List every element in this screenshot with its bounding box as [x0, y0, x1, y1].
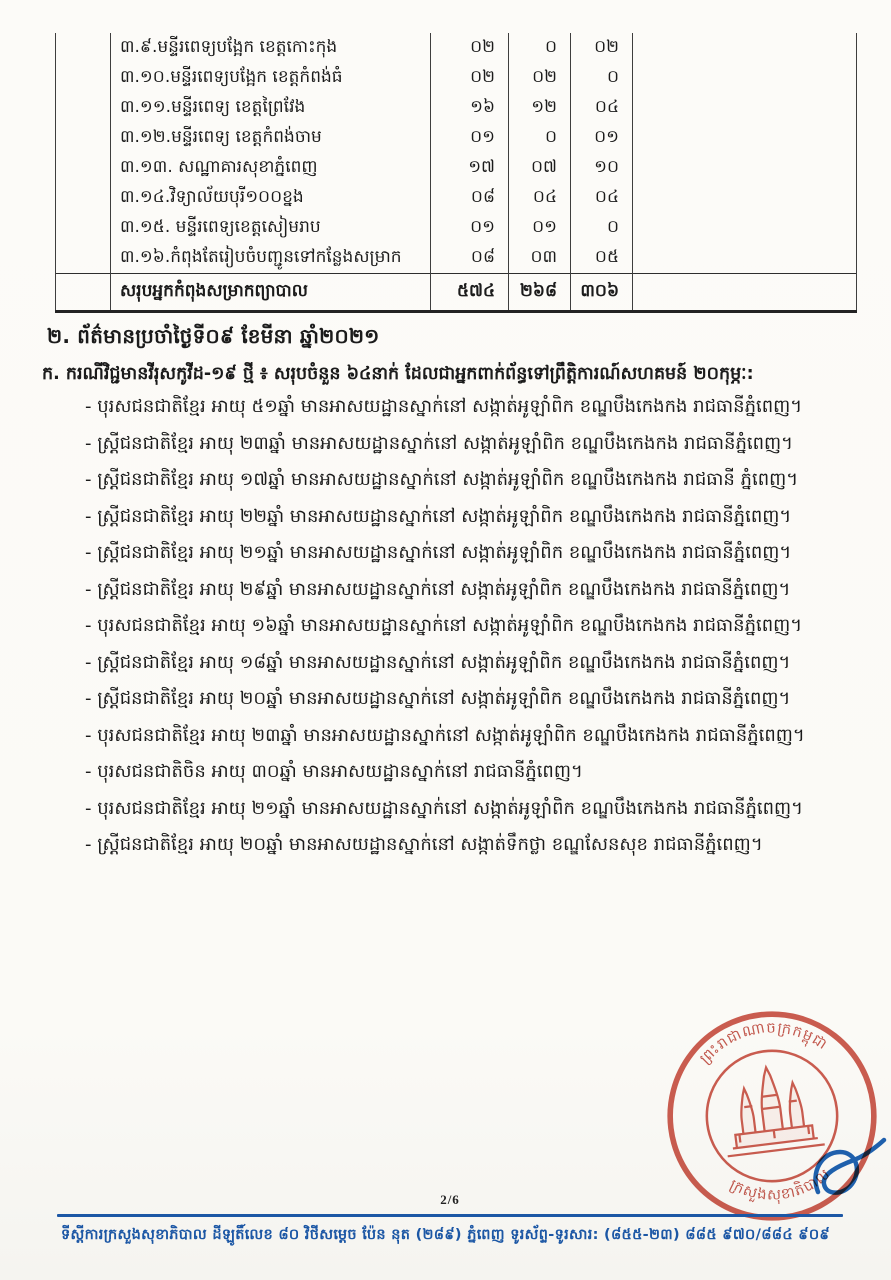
list-item: - ស្ត្រីជនជាតិខ្មែរ អាយុ ២៣ឆ្នាំ មានអាសយដ្ឋានស្នាក់នៅ សង្កាត់អូឡាំពិក ខណ្ឌបឹងកេងកង រាជធានីភ្នំពេញ។ [85, 432, 794, 454]
notes-cell [633, 213, 857, 243]
total-count-cell: ៣០៦ [571, 274, 633, 312]
row-index-cell [56, 63, 111, 93]
count-cell: ១២ [509, 93, 571, 123]
table-row [56, 33, 857, 63]
facility-name-cell: ៣.១២.មន្ទីរពេទ្យ ខេត្តកំពង់ចាម [111, 123, 431, 153]
notes-cell [633, 153, 857, 183]
row-index-cell [56, 33, 111, 63]
list-item: - បុរសជនជាតិខ្មែរ អាយុ ២១ឆ្នាំ មានអាសយដ្ឋានស្នាក់នៅ សង្កាត់អូឡាំពិក ខណ្ឌបឹងកេងកង រាជធានីភ្នំពេញ។ [85, 797, 804, 819]
row-index-cell [56, 243, 111, 274]
count-cell: ០១ [509, 213, 571, 243]
facility-name-cell: ៣.១៥. មន្ទីរពេទ្យខេត្តសៀមរាប [111, 213, 431, 243]
page-number: 2/6 [440, 1192, 460, 1207]
table-total-row [56, 274, 857, 312]
count-cell: ០២ [431, 63, 509, 93]
list-item: - បុរសជនជាតិខ្មែរ អាយុ ២៣ឆ្នាំ មានអាសយដ្ឋានស្នាក់នៅ សង្កាត់អូឡាំពិក ខណ្ឌបឹងកេងកង រាជធានីភ្នំពេញ។ [85, 724, 805, 746]
row-index-cell [56, 93, 111, 123]
signature-icon [808, 1136, 890, 1212]
count-cell: ០ [571, 63, 633, 93]
total-label-cell: សរុបអ្នកកំពុងសម្រាកព្យាបាល [111, 274, 431, 312]
list-item: - ស្ត្រីជនជាតិខ្មែរ អាយុ ២០ឆ្នាំ មានអាសយដ្ឋានស្នាក់នៅ សង្កាត់ទឹកថ្លា ខណ្ឌសែនសុខ រាជធានីភ្នំពេញ។ [85, 834, 763, 855]
list-item: - បុរសជនជាតិខ្មែរ អាយុ ១៦ឆ្នាំ មានអាសយដ្ឋានស្នាក់នៅ សង្កាត់អូឡាំពិក ខណ្ឌបឹងកេងកង រាជធានីភ្នំពេញ។ [85, 615, 803, 636]
count-cell: ១៧ [431, 153, 509, 183]
facility-name-cell: ៣.១៤.វិទ្យាល័យបុរី១០០ខ្នង [111, 183, 431, 213]
treatment-locations-table [55, 33, 857, 313]
notes-cell [633, 243, 857, 274]
count-cell: ០៨ [431, 183, 509, 213]
table-row [56, 183, 857, 213]
count-cell: ០ [509, 33, 571, 63]
notes-cell [633, 274, 857, 312]
table-row [56, 213, 857, 243]
list-item: - ស្ត្រីជនជាតិខ្មែរ អាយុ ១៨ឆ្នាំ មានអាសយដ្ឋានស្នាក់នៅ សង្កាត់អូឡាំពិក ខណ្ឌបឹងកេងកង រាជធានីភ្នំពេញ។ [85, 651, 791, 673]
case-list [85, 394, 830, 869]
count-cell: ០២ [431, 33, 509, 63]
table-row [56, 63, 857, 93]
count-cell: ០១ [431, 123, 509, 153]
notes-cell [633, 93, 857, 123]
list-item: - ស្ត្រីជនជាតិខ្មែរ អាយុ ២៩ឆ្នាំ មានអាសយដ្ឋានស្នាក់នៅ សង្កាត់អូឡាំពិក ខណ្ឌបឹងកេងកង រាជធានីភ្នំពេញ។ [85, 578, 791, 600]
stamp-top-text: ព្រះរាជាណាចក្រកម្ពុជា [696, 1019, 831, 1068]
notes-cell [633, 33, 857, 63]
facility-name-cell: ៣.១១.មន្ទីរពេទ្យ ខេត្តព្រៃវែង [111, 93, 431, 123]
list-item: - ស្ត្រីជនជាតិខ្មែរ អាយុ ២០ឆ្នាំ មានអាសយដ្ឋានស្នាក់នៅ សង្កាត់អូឡាំពិក ខណ្ឌបឹងកេងកង រាជធានីភ្នំពេញ។ [85, 688, 791, 709]
footer-divider [57, 1214, 843, 1217]
facility-name-cell: ៣.១៣. សណ្ឋាគារសុខាភ្នំពេញ [111, 153, 431, 183]
section-heading: ២. ព័ត៌មានប្រចាំថ្ងៃទី០៩ ខែមីនា ឆ្នាំ២០២១ [47, 324, 380, 348]
table-row [56, 153, 857, 183]
facility-name-cell: ៣.១៦.កំពុងតែរៀបចំបញ្ជូនទៅកន្លែងសម្រាក [111, 243, 431, 274]
count-cell: ០៥ [571, 243, 633, 274]
table-row [56, 93, 857, 123]
count-cell: ០៤ [571, 93, 633, 123]
facility-name-cell: ៣.៩.មន្ទីរពេទ្យបង្អែក ខេត្តកោះកុង [111, 33, 431, 63]
count-cell: ០ [571, 213, 633, 243]
count-cell: ១០ [571, 153, 633, 183]
row-index-cell [56, 123, 111, 153]
list-item: - ស្ត្រីជនជាតិខ្មែរ អាយុ ១៧ឆ្នាំ មានអាសយដ្ឋានស្នាក់នៅ សង្កាត់អូឡាំពិក ខណ្ឌបឹងកេងកង រាជធានី ភ្នំពេញ។ [85, 469, 799, 490]
list-item: - ស្ត្រីជនជាតិខ្មែរ អាយុ ២១ឆ្នាំ មានអាសយដ្ឋានស្នាក់នៅ សង្កាត់អូឡាំពិក ខណ្ឌបឹងកេងកង រាជធានីភ្នំពេញ។ [85, 542, 792, 563]
count-cell: ០៧ [509, 153, 571, 183]
count-cell: ០៤ [509, 183, 571, 213]
row-index-cell [56, 183, 111, 213]
notes-cell [633, 63, 857, 93]
count-cell: ១៦ [431, 93, 509, 123]
count-cell: ០២ [571, 33, 633, 63]
total-count-cell: ២៦៨ [509, 274, 571, 312]
section-subheading: ក. ករណីវិជ្ជមានវីរុសកូវីដ-១៩ ថ្មី ៖ សរុបចំនួន ៦៤នាក់ ដែលជាអ្នកពាក់ព័ន្ធទៅព្រឹត្តិការណ៍សហគមន៍ ២០កុម្ភៈ: [42, 364, 754, 384]
count-cell: ០១ [431, 213, 509, 243]
count-cell: ០៤ [571, 183, 633, 213]
count-cell: ០ [509, 123, 571, 153]
total-count-cell: ៥៧៤ [431, 274, 509, 312]
count-cell: ០១ [571, 123, 633, 153]
list-item: - បុរសជនជាតិខ្មែរ អាយុ ៥១ឆ្នាំ មានអាសយដ្ឋានស្នាក់នៅ សង្កាត់អូឡាំពិក ខណ្ឌបឹងកេងកង រាជធានីភ្នំពេញ។ [85, 396, 803, 417]
count-cell: ០២ [509, 63, 571, 93]
list-item: - ស្ត្រីជនជាតិខ្មែរ អាយុ ២២ឆ្នាំ មានអាសយដ្ឋានស្នាក់នៅ សង្កាត់អូឡាំពិក ខណ្ឌបឹងកេងកង រាជធានីភ្នំពេញ។ [85, 505, 792, 527]
row-index-cell [56, 213, 111, 243]
facility-name-cell: ៣.១០.មន្ទីរពេទ្យបង្អែក ខេត្តកំពង់ធំ [111, 63, 431, 93]
row-index-cell [56, 153, 111, 183]
stamp-bottom-text: ក្រសួងសុខាភិបាល [726, 1165, 834, 1204]
count-cell: ០៨ [431, 243, 509, 274]
list-item: - បុរសជនជាតិចិន អាយុ ៣០ឆ្នាំ មានអាសយដ្ឋានស្នាក់នៅ រាជធានីភ្នំពេញ។ [85, 761, 583, 782]
row-index-cell [56, 274, 111, 312]
notes-cell [633, 183, 857, 213]
count-cell: ០៣ [509, 243, 571, 274]
table-row [56, 123, 857, 153]
notes-cell [633, 123, 857, 153]
table-row [56, 243, 857, 274]
footer-address: ទីស្តីការក្រសួងសុខាភិបាល ដីឡូតិ៍លេខ ៨០ វិថីសម្តេច ប៉ែន នុត (២៨៩) ភ្នំពេញ ទូរស័ព្ទ-ទូរសារ: (៨៥៥-២៣) ៨៨៥ ៩៧០/៨៨៤ ៩០៩ [61, 1227, 830, 1243]
